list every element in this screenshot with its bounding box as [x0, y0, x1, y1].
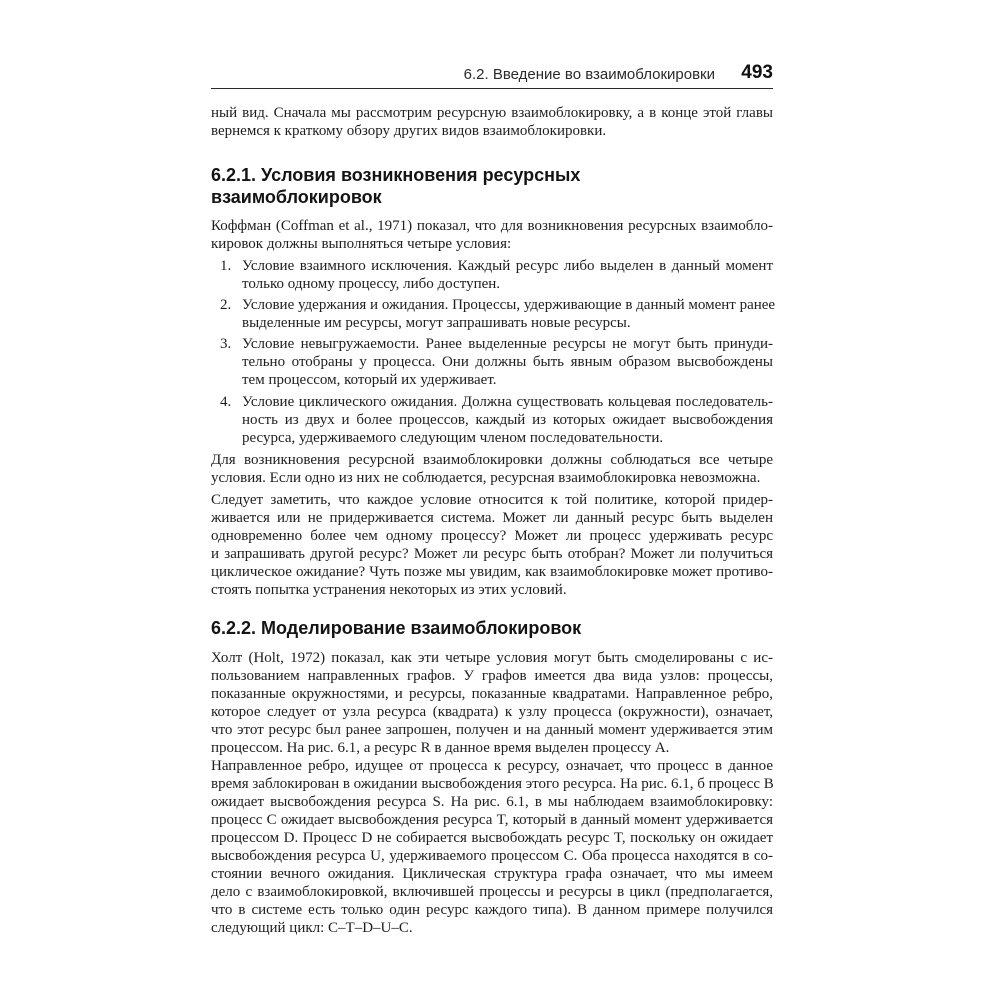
text-line: только одному процессу, либо доступен. — [242, 276, 501, 292]
list-text — [242, 335, 773, 389]
heading-line: 6.2.1. Условия возникновения ресурсных — [211, 165, 581, 185]
text-line: высвобождения ресурса U, удерживаемого процессом C. Оба процесса находятся в со- — [211, 848, 773, 864]
text-line: Условие удержания и ожидания. Процессы, удерживающие в данный момент ранее — [242, 297, 776, 313]
section-heading-6-2-1 — [211, 164, 773, 208]
text-line: дело с взаимоблокировкой, включившей процессы и ресурсы в цикл (предполагается, — [211, 884, 773, 900]
text-line: тем процессом, который их удерживает. — [242, 372, 497, 388]
text-line: Коффман (Coffman et al., 1971) показал, что для возникновения ресурсных взаимобло- — [211, 218, 773, 234]
coffman-paragraph — [211, 217, 773, 253]
intro-paragraph — [211, 104, 773, 140]
list-text — [242, 257, 773, 293]
text-line: ресурса, удерживаемого следующим членом последовательности. — [242, 430, 664, 446]
running-header — [211, 58, 773, 89]
text-line: одновременно более чем одному процессу? Может ли процесс удерживать ресурс — [211, 528, 773, 544]
text-line: которое следует от узла ресурса (квадрата) к узлу процесса (окружности), означает, — [211, 704, 773, 720]
text-line: пользованием направленных графов. У графов имеется два вида узлов: процессы, — [211, 668, 773, 684]
text-line: ожидает высвобождения ресурса S. На рис. 6.1, в мы наблюдаем взаимоблокировку: — [211, 794, 773, 810]
list-number: 3. — [220, 336, 232, 352]
heading-line: взаимоблокировок — [211, 187, 382, 207]
text-line: процессом D. Процесс D не собирается высвобождать ресурс T, поскольку он ожидает — [211, 830, 773, 846]
text-line: Условие взаимного исключения. Каждый ресурс либо выделен в данный момент — [242, 258, 773, 274]
list-text — [242, 393, 773, 447]
directed-edge-paragraph — [211, 757, 773, 937]
text-line: процессом. На рис. 6.1, а ресурс R в данное время выделен процессу A. — [211, 740, 670, 756]
text-line: вернемся к краткому обзору других видов взаимоблокировки. — [211, 123, 607, 139]
text-line: циклическое ожидание? Чуть позже мы увидим, как взаимоблокировке может противо- — [211, 564, 773, 580]
text-line: стоянии вечного ожидания. Циклическая структура графа означает, что мы имеем — [211, 866, 773, 882]
text-line: время заблокирован в ожидании высвобождения этого ресурса. На рис. 6.1, б процесс B — [211, 776, 774, 792]
text-line: живается или не придерживается система. Может ли данный ресурс быть выделен — [211, 510, 773, 526]
list-number: 2. — [220, 297, 232, 313]
list-text — [242, 296, 776, 332]
text-line: показанные окружностями, и ресурсы, показанные квадратами. Направленное ребро, — [211, 686, 773, 702]
page-number: 493 — [741, 62, 773, 83]
text-line: выделенные им ресурсы, могут запрашивать новые ресурсы. — [242, 315, 631, 331]
holt-paragraph — [211, 649, 773, 757]
text-line: стоять попытка устранения некоторых из этих условий. — [211, 582, 567, 598]
text-line: Следует заметить, что каждое условие относится к той политике, которой придер- — [211, 492, 773, 508]
text-line: условия. Если одно из них не соблюдается, ресурсная взаимоблокировка невозможна. — [211, 470, 761, 486]
text-line: Условие циклического ожидания. Должна существовать кольцевая последователь- — [242, 394, 773, 410]
text-line: ный вид. Сначала мы рассмотрим ресурсную взаимоблокировку, а в конце этой главы — [211, 105, 773, 121]
text-line: тельно отобраны у процесса. Они должны быть явным образом высвобождены — [242, 354, 773, 370]
heading-line: 6.2.2. Моделирование взаимоблокировок — [211, 618, 582, 638]
text-line: Условие невыгружаемости. Ранее выделенные ресурсы не могут быть принуди- — [242, 336, 773, 352]
text-line: что этот ресурс был ранее запрошен, получен и на данный момент удерживается этим — [211, 722, 773, 738]
text-line: Холт (Holt, 1972) показал, как эти четыре условия могут быть смоделированы с ис- — [211, 650, 773, 666]
running-header-title: 6.2. Введение во взаимоблокировки — [463, 66, 715, 83]
text-line: ность из двух и более процессов, каждый из которых ожидает высвобождения — [242, 412, 773, 428]
text-line: Для возникновения ресурсной взаимоблокировки должны соблюдаться все четыре — [211, 452, 773, 468]
text-line: следующий цикл: C–T–D–U–C. — [211, 920, 413, 936]
text-line: и запрашивать другой ресурс? Может ли ресурс быть отобран? Может ли получиться — [211, 546, 773, 562]
list-number: 4. — [220, 394, 232, 410]
text-line: процесс C ожидает высвобождения ресурса T, который в данный момент удерживается — [211, 812, 773, 828]
policy-paragraph — [211, 491, 773, 599]
text-line: Направленное ребро, идущее от процесса к ресурсу, означает, что процесс в данное — [211, 758, 773, 774]
text-line: что в системе есть только один ресурс каждого типа). В данном примере получился — [211, 902, 773, 918]
list-number: 1. — [220, 258, 232, 274]
section-heading-6-2-2 — [211, 617, 773, 639]
text-line: кировок должны выполняться четыре условия: — [211, 236, 512, 252]
all-conditions-paragraph — [211, 451, 773, 487]
